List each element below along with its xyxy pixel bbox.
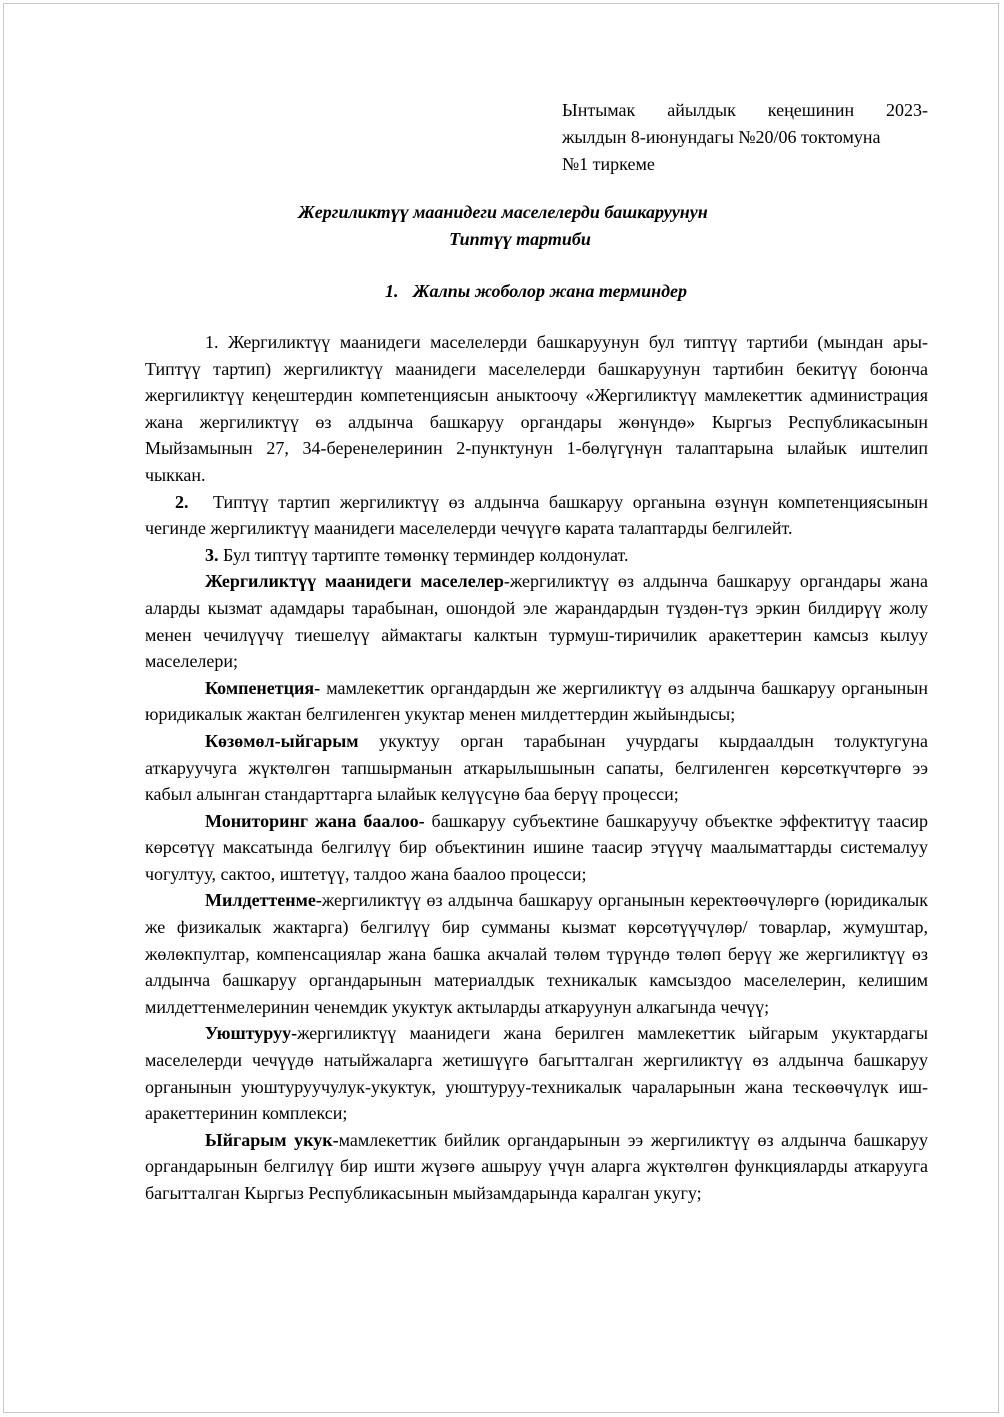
term-definition: укуктуу орган тарабынан учурдагы кырдаалдын толуктугуна аткаруучуга жүктөлгөн тапшырманын аткарылышынын сапаты, белгиленген көрсөткүчтөргө ээ кабыл алынган стандарттарга ылайык келүүсүнө баа берүү процесси; xyxy=(145,730,928,805)
term-control xyxy=(145,728,928,808)
term-authority xyxy=(145,1127,928,1207)
term-name: Жергиликтүү маанидеги маселелер xyxy=(205,571,504,592)
term-name: Мониторинг жана баалоо- xyxy=(205,810,425,831)
paragraph-1-number: 1 xyxy=(205,332,214,352)
document-title xyxy=(0,199,1004,253)
term-name: Көзөмөл-ыйгарым xyxy=(205,730,359,751)
paragraph-2-text: Типтүү тартип жергиликтүү өз алдынча башкаруу органына өзүнүн компетенциясынын чегинде жергиликтүү маанидеги маселелерди чечүүгө карата талаптарды белгилейт. xyxy=(145,491,928,539)
section-heading xyxy=(385,278,687,305)
paragraph-1 xyxy=(145,329,928,489)
term-name: Ыйгарым укук- xyxy=(205,1129,339,1150)
term-definition: жергиликтүү өз алдынча башкаруу органынын керектөөчүлөргө (юридикалык же физикалык жактарга) белгилүү бир сумманы кызмат көрсөтүүчүлөр/ товарлар, жумуштар, жөлөкпултар, компенсациялар жана башка акчалай төлөм түрүндө төлөп берүү же жергиликтүү өз алдынча башкаруу органдарынын материалдык техникалык камсыздоо маселелерин, келишим милдеттенмелеринин ченемдик укуктук актыларды аткаруунун алкагында чечүү; xyxy=(145,890,928,1017)
section-title: Жалпы жоболор жана терминдер xyxy=(413,281,687,301)
term-definition: мамлекеттик органдардын же жергиликтүү өз алдынча башкаруу органынын юридикалык жактан белгиленген укуктар менен милдеттердин жыйындысы; xyxy=(145,677,928,725)
annex-line-3: №1 тиркеме xyxy=(562,154,655,174)
annex-line-2: жылдын 8-июнундагы №20/06 токтомуна xyxy=(562,127,881,147)
term-obligation xyxy=(145,887,928,1020)
paragraph-2 xyxy=(145,489,928,542)
term-competence xyxy=(145,675,928,728)
term-definition: -жергиликтүү өз алдынча башкаруу органдары жана аларды кызмат адамдары тарабынан, ошондой эле жарандардын түздөн-түз эркин билдирүү жолу менен чечилүүчү тиешелүү аймактагы калктын турмуш-тиричилик аракеттерин камсыз кылуу маселелери; xyxy=(145,571,928,672)
paragraph-1-text: . Жергиликтүү маанидеги маселелерди башкаруунун бул типтүү тартиби (мындан ары- Типтүү тартип) жергиликтүү маанидеги маселелерди башкаруунун тартибин бекитүү боюнча жергиликтүү кеңештердин компетенциясын аныктоочу «Жергиликтүү мамлекеттик администрация жана жергиликтүү өз алдынча башкаруу органдары жөнүндө» Кыргыз Республикасынын Мыйзамынын 27, 34-беренелеринин 2-пунктунун 1-бөлүгүнүн талаптарына ылайык иштелип чыккан. xyxy=(145,332,928,485)
annex-line-1: Ынтымак айылдык кеңешинин 2023- xyxy=(562,100,928,120)
term-definition: башкаруу субъектине башкаруучу объектке эффектитүү таасир көрсөтүү максатында белгилүү бир объектинин ишине таасир этүүчү маалыматтарды системалуу чогултуу, сактоо, иштетүү, талдоо жана баалоо процесси; xyxy=(145,810,928,884)
paragraph-3-text: Бул типтүү тартипте төмөнкү терминдер колдонулат. xyxy=(218,544,629,565)
paragraph-3 xyxy=(145,542,928,569)
paragraph-3-number: 3. xyxy=(205,544,219,565)
term-definition: жергиликтүү маанидеги жана берилген мамлекеттик ыйгарым укуктардагы маселелерди чечүүдө натыйжаларга жетишүүгө багытталган жергиликтүү өз алдынча башкаруу органынын уюштуруучулук-укуктук, уюштуруу-техникалык чараларынын жана тескөөчүлүк иш-аракеттеринин комплекси; xyxy=(145,1023,928,1124)
term-name: Компенетция- xyxy=(205,677,321,698)
term-organization xyxy=(145,1020,928,1126)
term-name: Уюштуруу- xyxy=(205,1023,298,1044)
title-line-2: Типтүү тартиби xyxy=(449,229,591,249)
annex-reference xyxy=(562,97,928,178)
document-body xyxy=(145,329,928,1207)
title-line-1: Жергиликтүү маанидеги маселелерди башкаруунун xyxy=(298,202,708,222)
term-local-issues xyxy=(145,568,928,674)
term-definition: мамлекеттик бийлик органдарынын ээ жергиликтүү өз алдынча башкаруу органдарынын белгилүү бир ишти жүзөгө ашыруу үчүн аларга жүктөлгөн функцияларды аткарууга багытталган Кыргыз Республикасынын мыйзамдарында каралган укугу; xyxy=(145,1129,928,1203)
term-monitoring xyxy=(145,808,928,888)
term-name: Милдеттенме- xyxy=(205,890,322,911)
section-number: 1. xyxy=(385,281,399,301)
paragraph-2-number: 2. xyxy=(175,491,189,512)
